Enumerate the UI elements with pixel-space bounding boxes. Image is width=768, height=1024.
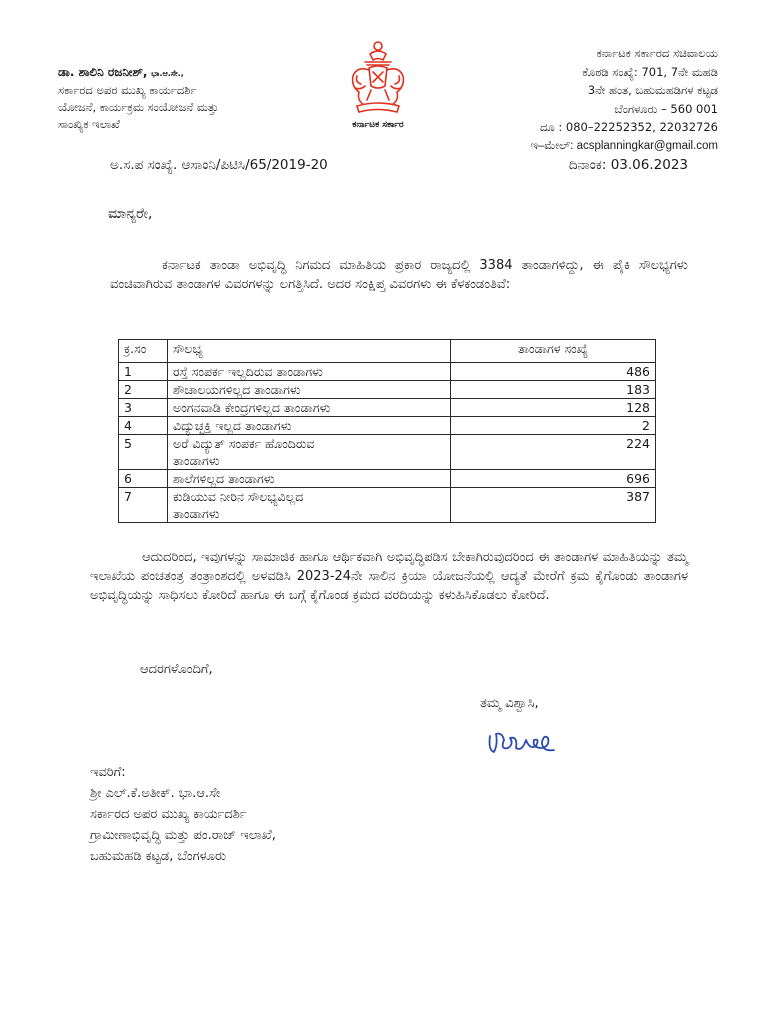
- table-cell-count: 224: [451, 435, 656, 470]
- emblem-caption: ಕರ್ನಾಟಕ ಸರ್ಕಾರ: [352, 120, 404, 130]
- facility-line: ಕುಡಿಯುವ ನೀರಿನ ಸೌಲಭ್ಯವಿಲ್ಲದ: [173, 489, 304, 504]
- table-row: [119, 417, 656, 435]
- office-address: [530, 44, 718, 155]
- column-header-facility: ಸೌಲಭ್ಯ: [168, 340, 451, 363]
- recipient-name: ಶ್ರೀ ಎಲ್.ಕೆ.ಅತೀಕ್. ಭಾ.ಆ.ಸೇ: [90, 786, 221, 801]
- table-cell-count: 128: [451, 399, 656, 417]
- table-cell-facility: ಶೌಚಾಲಯಗಳಿಲ್ಲದ ತಾಂಡಾಗಳು: [168, 381, 451, 399]
- letter-date: ದಿನಾಂಕ: 03.06.2023: [568, 157, 688, 173]
- sender-designation: ಸರ್ಕಾರದ ಅಪರ ಮುಖ್ಯ ಕಾರ್ಯದರ್ಶಿ: [58, 83, 197, 97]
- table-cell-count: 696: [451, 470, 656, 488]
- table-cell-facility: ರಸ್ತೆ ಸಂಪರ್ಕ ಇಲ್ಲದಿರುವ ತಾಂಡಾಗಳು: [168, 363, 451, 381]
- office-line: ಬೆಂಗಳೂರು – 560 001: [614, 101, 718, 116]
- office-phone: ದೂ : 080–22252352, 22032726: [539, 120, 718, 134]
- table-cell-facility: [168, 488, 451, 523]
- sender-department-line: ಯೋಜನೆ, ಕಾರ್ಯಕ್ರಮ ಸಂಯೋಜನೆ ಮತ್ತು: [58, 100, 219, 114]
- sender-degree: ಭಾ.ಆ.ಸೇ.,: [151, 69, 184, 78]
- table-cell-sl: 6: [119, 470, 168, 488]
- table-row: [119, 381, 656, 399]
- facilities-table: [118, 339, 656, 523]
- table-cell-sl: 1: [119, 363, 168, 381]
- table-cell-sl: 7: [119, 488, 168, 523]
- column-header-count: ತಾಂಡಾಗಳ ಸಂಖ್ಯೆ: [451, 340, 656, 363]
- table-row: [119, 399, 656, 417]
- table-cell-sl: 5: [119, 435, 168, 470]
- table-row: [119, 435, 656, 470]
- column-header-sl: ಕ್ರ.ಸಂ: [119, 340, 168, 363]
- reference-number: ಅ.ಸ.ಪ ಸಂಖ್ಯೆ. ಆಸಾಂನಿ/ಪಿಟಿಸಿ/65/2019-20: [110, 157, 328, 173]
- table-cell-sl: 4: [119, 417, 168, 435]
- sender-department-line: ಸಾಂಖ್ಯಿಕ ಇಲಾಖೆ: [58, 117, 120, 131]
- table-cell-facility: ಅಂಗನವಾಡಿ ಕೇಂದ್ರಗಳಿಲ್ಲದ ತಾಂಡಾಗಳು: [168, 399, 451, 417]
- table-header-row: [119, 340, 656, 363]
- table-row: [119, 363, 656, 381]
- recipient-address: [90, 762, 276, 867]
- office-line: 3ನೇ ಹಂತ, ಬಹುಮಹಡಿಗಳ ಕಟ್ಟಡ: [587, 83, 718, 97]
- yours-faithfully: ತಮ್ಮ ವಿಶ್ವಾಸಿ,: [480, 696, 539, 711]
- karnataka-emblem-icon: [345, 38, 411, 118]
- body-paragraph-1: ಕರ್ನಾಟಕ ತಾಂಡಾ ಅಭಿವೃದ್ಧಿ ನಿಗಮದ ಮಾಹಿತಿಯ ಪ್ರಕಾರ ರಾಜ್ಯದಲ್ಲಿ 3384 ತಾಂಡಾಗಳಿದ್ದು, ಈ ಪೈಕಿ ಸೌಲಭ್ಯಗಳು ವಂಚಿವಾಗಿರುವ ತಾಂಡಾಗಳ ವಿವರಗಳನ್ನು ಲಗತ್ತಿಸಿದೆ. ಅದರ ಸಂಕ್ಷಿಪ್ತ ವಿವರಗಳು ಈ ಕೆಳಕಂಡಂತಿವೆ:: [110, 258, 688, 292]
- salutation: ಮಾನ್ಯರೇ,: [108, 206, 153, 222]
- emblem-block: [338, 38, 418, 130]
- recipient-line: ಬಹುಮಹಡಿ ಕಟ್ಟಡ, ಬೆಂಗಳೂರು: [90, 849, 227, 864]
- table-row: [119, 488, 656, 523]
- facility-line: ಅರೆ ವಿದ್ಯುತ್ ಸಂಪರ್ಕ ಹೊಂದಿರುವ: [173, 436, 315, 451]
- table-cell-facility: ಶಾಲೆಗಳಿಲ್ಲದ ತಾಂಡಾಗಳು: [168, 470, 451, 488]
- table-cell-count: 2: [451, 417, 656, 435]
- table-cell-count: 387: [451, 488, 656, 523]
- office-email: ಇ–ಮೇಲ್: acsplanningkar@gmail.com: [530, 139, 718, 152]
- facility-line: ತಾಂಡಾಗಳು: [173, 506, 220, 521]
- office-line: ಕರ್ನಾಟಕ ಸರ್ಕಾರದ ಸಚಿವಾಲಯ: [596, 46, 718, 60]
- sender-block: [58, 64, 219, 133]
- signature: [484, 726, 564, 764]
- closing-remark: ಆದರಗಳೊಂದಿಗೆ,: [140, 662, 213, 677]
- signature-mark: [484, 726, 564, 760]
- recipient-line: ಸರ್ಕಾರದ ಅಪರ ಮುಖ್ಯ ಕಾರ್ಯದರ್ಶಿ: [90, 807, 247, 822]
- body-paragraph-2: ಆದುದರಿಂದ, ಇವುಗಳನ್ನು ಸಾಮಾಜಿಕ ಹಾಗೂ ಆರ್ಥಿಕವಾಗಿ ಅಭಿವೃದ್ಧಿಪಡಿಸ ಬೇಕಾಗಿರುವುದರಿಂದ ಈ ತಾಂಡಾಗಳ ಮಾಹಿತಿಯನ್ನು ತಮ್ಮ ಇಲಾಖೆಯ ಪಂಚತಂತ್ರ ತಂತ್ರಾಂಶದಲ್ಲಿ ಅಳವಡಿಸಿ 2023-24ನೇ ಸಾಲಿನ ಕ್ರಿಯಾ ಯೋಜನೆಯಲ್ಲಿ ಆದ್ಯತೆ ಮೇರೆಗೆ ಕ್ರಮ ಕೈಗೊಂಡು ತಾಂಡಾಗಳ ಅಭಿವೃದ್ಧಿಯನ್ನು ಸಾಧಿಸಲು ಕೋರಿದೆ ಹಾಗೂ ಈ ಬಗ್ಗೆ ಕೈಗೊಂಡ ಕ್ರಮದ ವರದಿಯನ್ನು ಕಳುಹಿಸಿಕೊಡಲು ಕೋರಿದೆ.: [90, 550, 688, 603]
- office-line: ಕೊಠಡಿ ಸಂಖ್ಯೆ: 701, 7ನೇ ಮಹಡಿ: [582, 64, 718, 79]
- table-cell-sl: 2: [119, 381, 168, 399]
- table-cell-count: 486: [451, 363, 656, 381]
- table-row: [119, 470, 656, 488]
- sender-name: ಡಾ. ಶಾಲಿನಿ ರಜನೀಶ್,: [58, 65, 148, 79]
- table-cell-count: 183: [451, 381, 656, 399]
- table-cell-sl: 3: [119, 399, 168, 417]
- table-cell-facility: ವಿದ್ಯುಚ್ಛಕ್ತಿ ಇಲ್ಲದ ತಾಂಡಾಗಳು: [168, 417, 451, 435]
- facility-line: ತಾಂಡಾಗಳು: [173, 453, 220, 468]
- recipient-line: ಗ್ರಾಮೀಣಾಭಿವೃದ್ಧಿ ಮತ್ತು ಪಂ.ರಾಜ್ ಇಲಾಖೆ,: [90, 828, 276, 843]
- table-cell-facility: [168, 435, 451, 470]
- recipient-to: ಇವರಿಗೆ:: [90, 765, 126, 780]
